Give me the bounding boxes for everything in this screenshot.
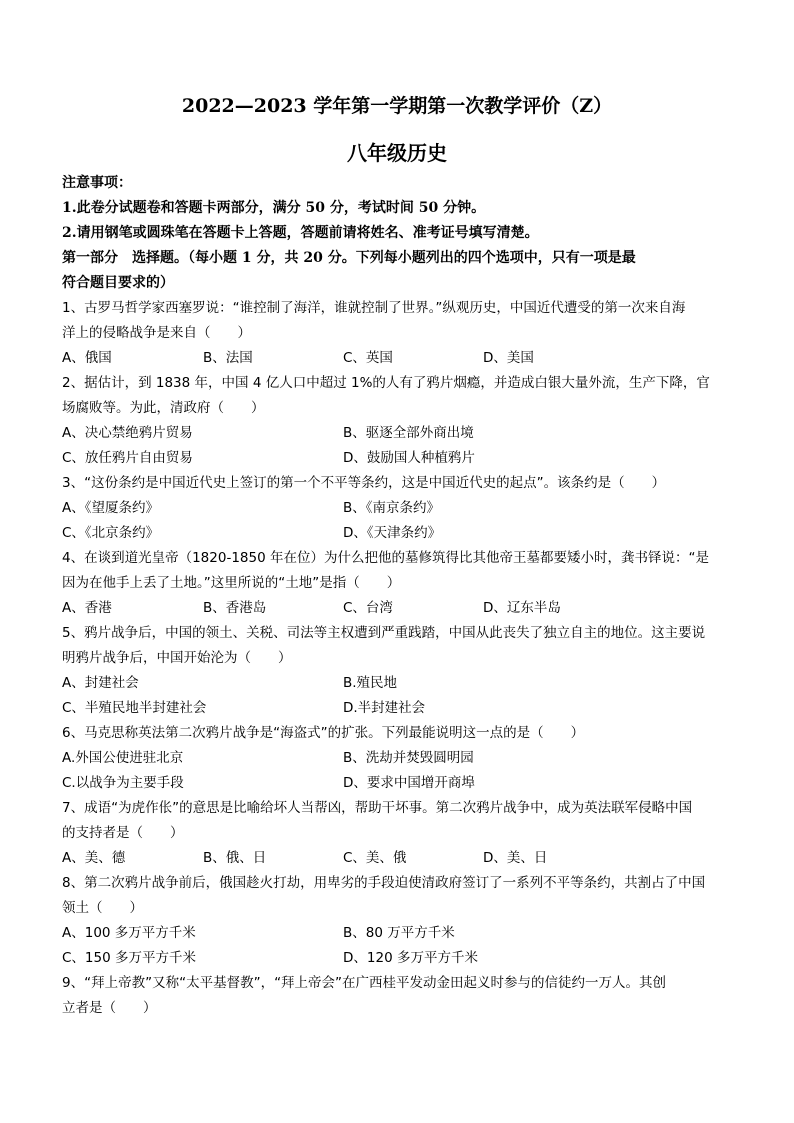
question-9-text: 立者是（ ）	[62, 1000, 157, 1016]
option-d: D、120 多万平方千米	[343, 950, 478, 966]
option-d: D、美国	[483, 350, 534, 366]
exam-subject: 八年级历史	[347, 141, 447, 165]
option-a: A、俄国	[62, 350, 112, 366]
option-d: D、辽东半岛	[483, 600, 561, 616]
option-c: C、《北京条约》	[62, 525, 160, 541]
question-1-text: 洋上的侵略战争是来自（ ）	[62, 325, 251, 341]
section-heading: 第一部分 选择题。（每小题 1 分，共 20 分。下列每小题列出的四个选项中，只有一项是最	[62, 250, 636, 266]
option-c: C、台湾	[343, 600, 393, 616]
option-d: D、鼓励国人种植鸦片	[343, 450, 475, 466]
option-a: A.外国公使进驻北京	[62, 750, 184, 766]
question-4-text: 4、在谈到道光皇帝（1820-1850 年在位）为什么把他的墓修筑得比其他帝王墓都要矮小时，龚书铎说：“是	[62, 550, 709, 566]
question-1-text: 1、古罗马哲学家西塞罗说：“谁控制了海洋，谁就控制了世界。”纵观历史，中国近代遭受的第一次来自海	[62, 300, 686, 316]
option-b: B、香港岛	[203, 600, 267, 616]
option-b: B、驱逐全部外商出境	[343, 425, 474, 441]
notes-heading: 注意事项：	[62, 175, 132, 191]
question-2-text: 场腐败等。为此，清政府（ ）	[62, 400, 265, 416]
option-c: C.以战争为主要手段	[62, 775, 184, 791]
option-d: D、《天津条约》	[343, 525, 442, 541]
option-a: A、美、德	[62, 850, 126, 866]
question-7-text: 的支持者是（ ）	[62, 825, 184, 841]
option-c: C、放任鸦片自由贸易	[62, 450, 193, 466]
question-8-text: 领土（ ）	[62, 900, 143, 916]
option-c: C、美、俄	[343, 850, 407, 866]
question-5-text: 明鸦片战争后，中国开始沦为（ ）	[62, 650, 292, 666]
option-b: B、洗劫并焚毁圆明园	[343, 750, 474, 766]
option-a: A、香港	[62, 600, 112, 616]
question-3-text: 3、“这份条约是中国近代史上签订的第一个不平等条约，这是中国近代史的起点”。该条约是（ ）	[62, 475, 666, 491]
option-b: B.殖民地	[343, 675, 398, 691]
question-2-text: 2、据估计，到 1838 年，中国 4 亿人口中超过 1%的人有了鸦片烟瘾，并造成白银大量外流，生产下降，官	[62, 375, 710, 391]
question-9-text: 9、“拜上帝教”又称“太平基督教”，“拜上帝会”在广西桂平发动金田起义时参与的信徒约一万人。其创	[62, 975, 667, 991]
option-a: A、封建社会	[62, 675, 139, 691]
option-c: C、150 多万平方千米	[62, 950, 196, 966]
exam-title: 2022—2023 学年第一学期第一次教学评价（Z）	[181, 95, 613, 117]
option-a: A、决心禁绝鸦片贸易	[62, 425, 193, 441]
note-item: 2.请用钢笔或圆珠笔在答题卡上答题，答题前请将姓名、准考证号填写清楚。	[62, 225, 539, 241]
option-c: C、半殖民地半封建社会	[62, 700, 207, 716]
section-heading-cont: 符合题目要求的）	[62, 275, 174, 291]
option-b: B、法国	[203, 350, 253, 366]
option-a: A、《望厦条约》	[62, 500, 159, 516]
option-d: D.半封建社会	[343, 700, 426, 716]
option-d: D、美、日	[483, 850, 548, 866]
question-6-text: 6、马克思称英法第二次鸦片战争是“海盗式”的扩张。下列最能说明这一点的是（ ）	[62, 725, 585, 741]
option-b: B、《南京条约》	[343, 500, 441, 516]
note-item: 1.此卷分试题卷和答题卡两部分，满分 50 分，考试时间 50 分钟。	[62, 200, 486, 216]
question-4-text: 因为在他手上丢了土地。”这里所说的“土地”是指（ ）	[62, 575, 401, 591]
option-d: D、要求中国增开商埠	[343, 775, 475, 791]
option-b: B、80 万平方千米	[343, 925, 455, 941]
option-b: B、俄、日	[203, 850, 267, 866]
option-c: C、英国	[343, 350, 393, 366]
question-8-text: 8、第二次鸦片战争前后，俄国趁火打劫，用卑劣的手段迫使清政府签订了一系列不平等条约，共割占了中国	[62, 875, 706, 891]
option-a: A、100 多万平方千米	[62, 925, 196, 941]
question-5-text: 5、鸦片战争后，中国的领土、关税、司法等主权遭到严重践踏，中国从此丧失了独立自主的地位。这主要说	[62, 625, 706, 641]
question-7-text: 7、成语“为虎作伥”的意思是比喻给坏人当帮凶，帮助干坏事。第二次鸦片战争中，成为英法联军侵略中国	[62, 800, 693, 816]
